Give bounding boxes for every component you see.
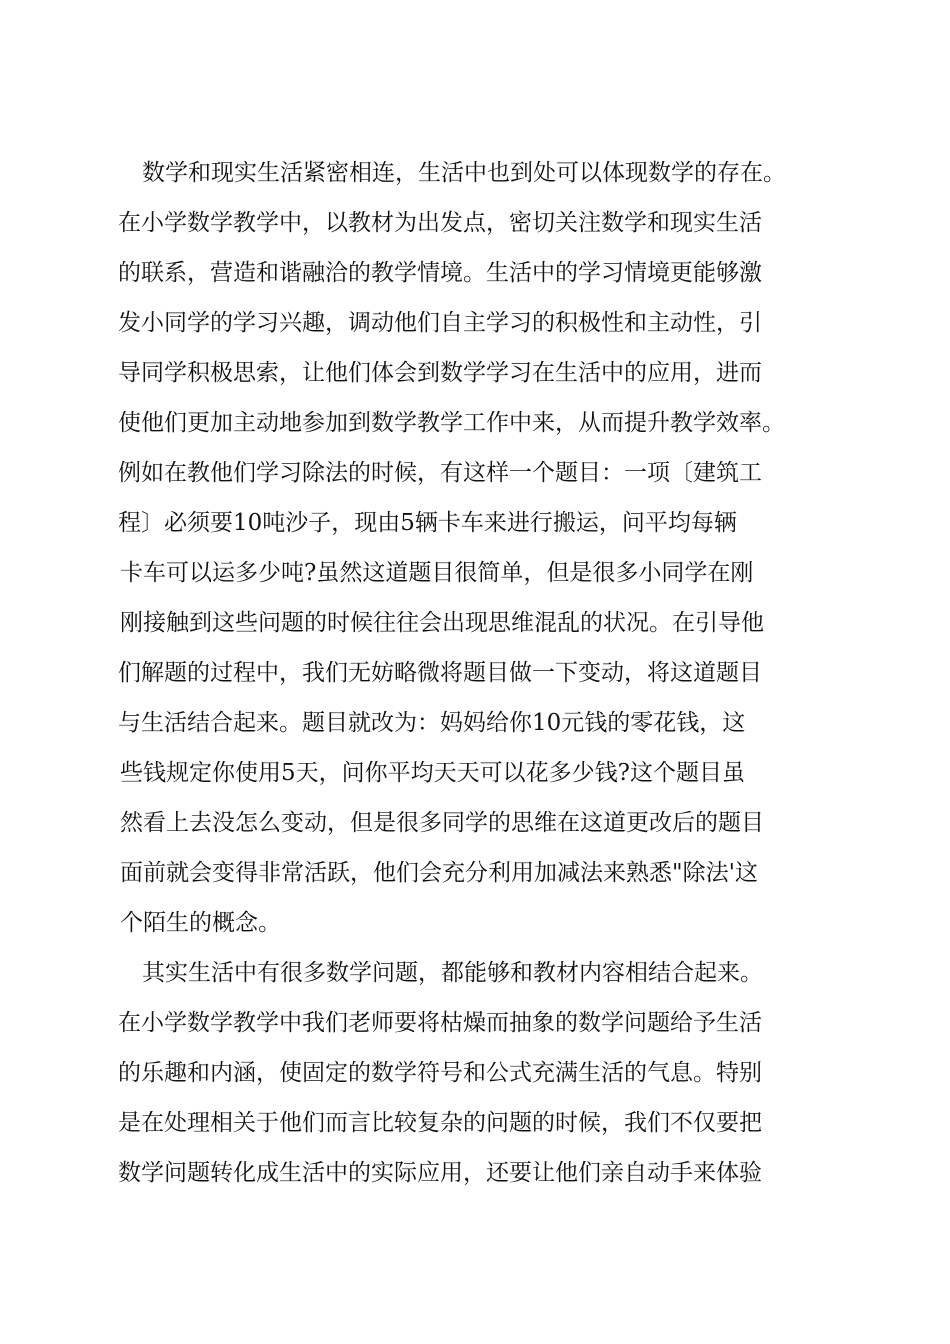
text-line: 发小同学的学习兴趣，调动他们自主学习的积极性和主动性，引 (118, 310, 762, 336)
text-line: 面前就会变得非常活跃，他们会充分利用加减法来熟悉"除法'这 (120, 860, 758, 886)
text-line: 数学问题转化成生活中的实际应用，还要让他们亲自动手来体验 (118, 1160, 762, 1186)
text-line: 例如在教他们学习除法的时候，有这样一个题目：一项〔建筑工 (118, 460, 762, 486)
paragraph-2 (118, 948, 858, 1198)
text-line: 的联系，营造和谐融洽的教学情境。生活中的学习情境更能够激 (118, 260, 762, 286)
body-text (118, 148, 858, 1198)
text-line: 在小学数学教学中我们老师要将枯燥而抽象的数学问题给予生活 (118, 1010, 762, 1036)
text-line: 些钱规定你使用5天，问你平均天天可以花多少钱?这个题目虽 (120, 760, 745, 786)
text-line: 导同学积极思索，让他们体会到数学学习在生活中的应用，进而 (118, 360, 762, 386)
text-line: 是在处理相关于他们而言比较复杂的问题的时候，我们不仅要把 (118, 1110, 762, 1136)
text-line: 个陌生的概念。 (120, 910, 281, 936)
text-line: 使他们更加主动地参加到数学教学工作中来，从而提升教学效率。 (118, 410, 785, 436)
text-line: 的乐趣和内涵，使固定的数学符号和公式充满生活的气息。特别 (118, 1060, 762, 1086)
text-line: 程〕必须要10吨沙子，现由5辆卡车来进行搬运，问平均每辆 (118, 510, 737, 536)
paragraph-1 (118, 148, 858, 948)
text-line: 然看上去没怎么变动，但是很多同学的思维在这道更改后的题目 (120, 810, 764, 836)
text-line: 其实生活中有很多数学问题，都能够和教材内容相结合起来。 (142, 960, 763, 986)
text-line: 们解题的过程中，我们无妨略微将题目做一下变动，将这道题目 (118, 660, 762, 686)
text-line: 刚接触到这些问题的时候往往会出现思维混乱的状况。在引导他 (120, 610, 764, 636)
text-line: 卡车可以运多少吨?虽然这道题目很简单，但是很多小同学在刚 (120, 560, 754, 586)
text-line: 与生活结合起来。题目就改为：妈妈给你10元钱的零花钱，这 (118, 710, 746, 736)
text-line: 数学和现实生活紧密相连，生活中也到处可以体现数学的存在。 (142, 160, 786, 186)
text-line: 在小学数学教学中，以教材为出发点，密切关注数学和现实生活 (118, 210, 762, 236)
